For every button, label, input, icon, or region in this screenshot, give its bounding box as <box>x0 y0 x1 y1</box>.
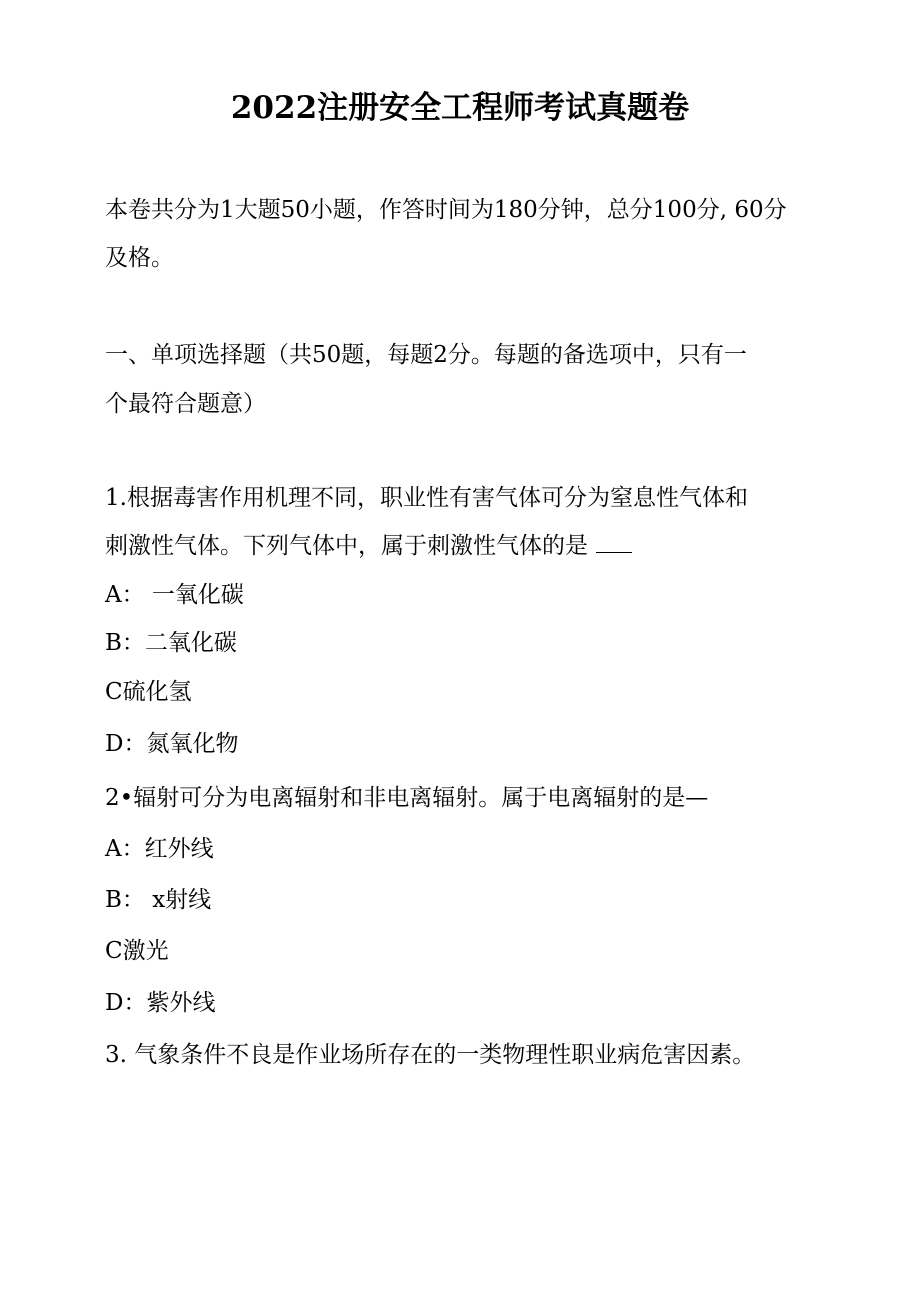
document-title: 2022注册安全工程师考试真题卷 <box>230 90 690 126</box>
question-3-stem-line-1: 3. 气象条件不良是作业场所存在的一类物理性职业病危害因素。 <box>105 1042 756 1068</box>
question-1-stem-line-2 <box>105 530 632 562</box>
question-1-option-b: B：二氧化碳 <box>105 630 237 656</box>
answer-blank <box>596 530 632 553</box>
question-2-option-b: B： x射线 <box>105 887 212 913</box>
question-2-option-c: C激光 <box>105 938 169 964</box>
question-1-option-c: C硫化氢 <box>105 679 192 705</box>
question-2-option-d: D：紫外线 <box>105 990 216 1016</box>
intro-line-1: 本卷共分为1大题50小题，作答时间为180分钟，总分100分, 60分 <box>105 197 787 223</box>
question-1-option-a: A： 一氧化碳 <box>105 582 244 608</box>
section-heading-line-2: 个最符合题意） <box>105 391 266 417</box>
question-2-option-a: A：红外线 <box>105 836 214 862</box>
question-2-stem-line-1: 2•辐射可分为电离辐射和非电离辐射。属于电离辐射的是— <box>105 785 709 811</box>
question-1-stem-text: 刺激性气体。下列气体中，属于刺激性气体的是 <box>105 533 588 559</box>
section-heading-line-1: 一、单项选择题（共50题，每题2分。每题的备选项中，只有一 <box>105 342 747 368</box>
question-1-stem-line-1: 1.根据毒害作用机理不同，职业性有害气体可分为窒息性气体和 <box>105 485 748 511</box>
intro-line-2: 及格。 <box>105 245 174 271</box>
question-1-option-d: D：氮氧化物 <box>105 731 239 757</box>
